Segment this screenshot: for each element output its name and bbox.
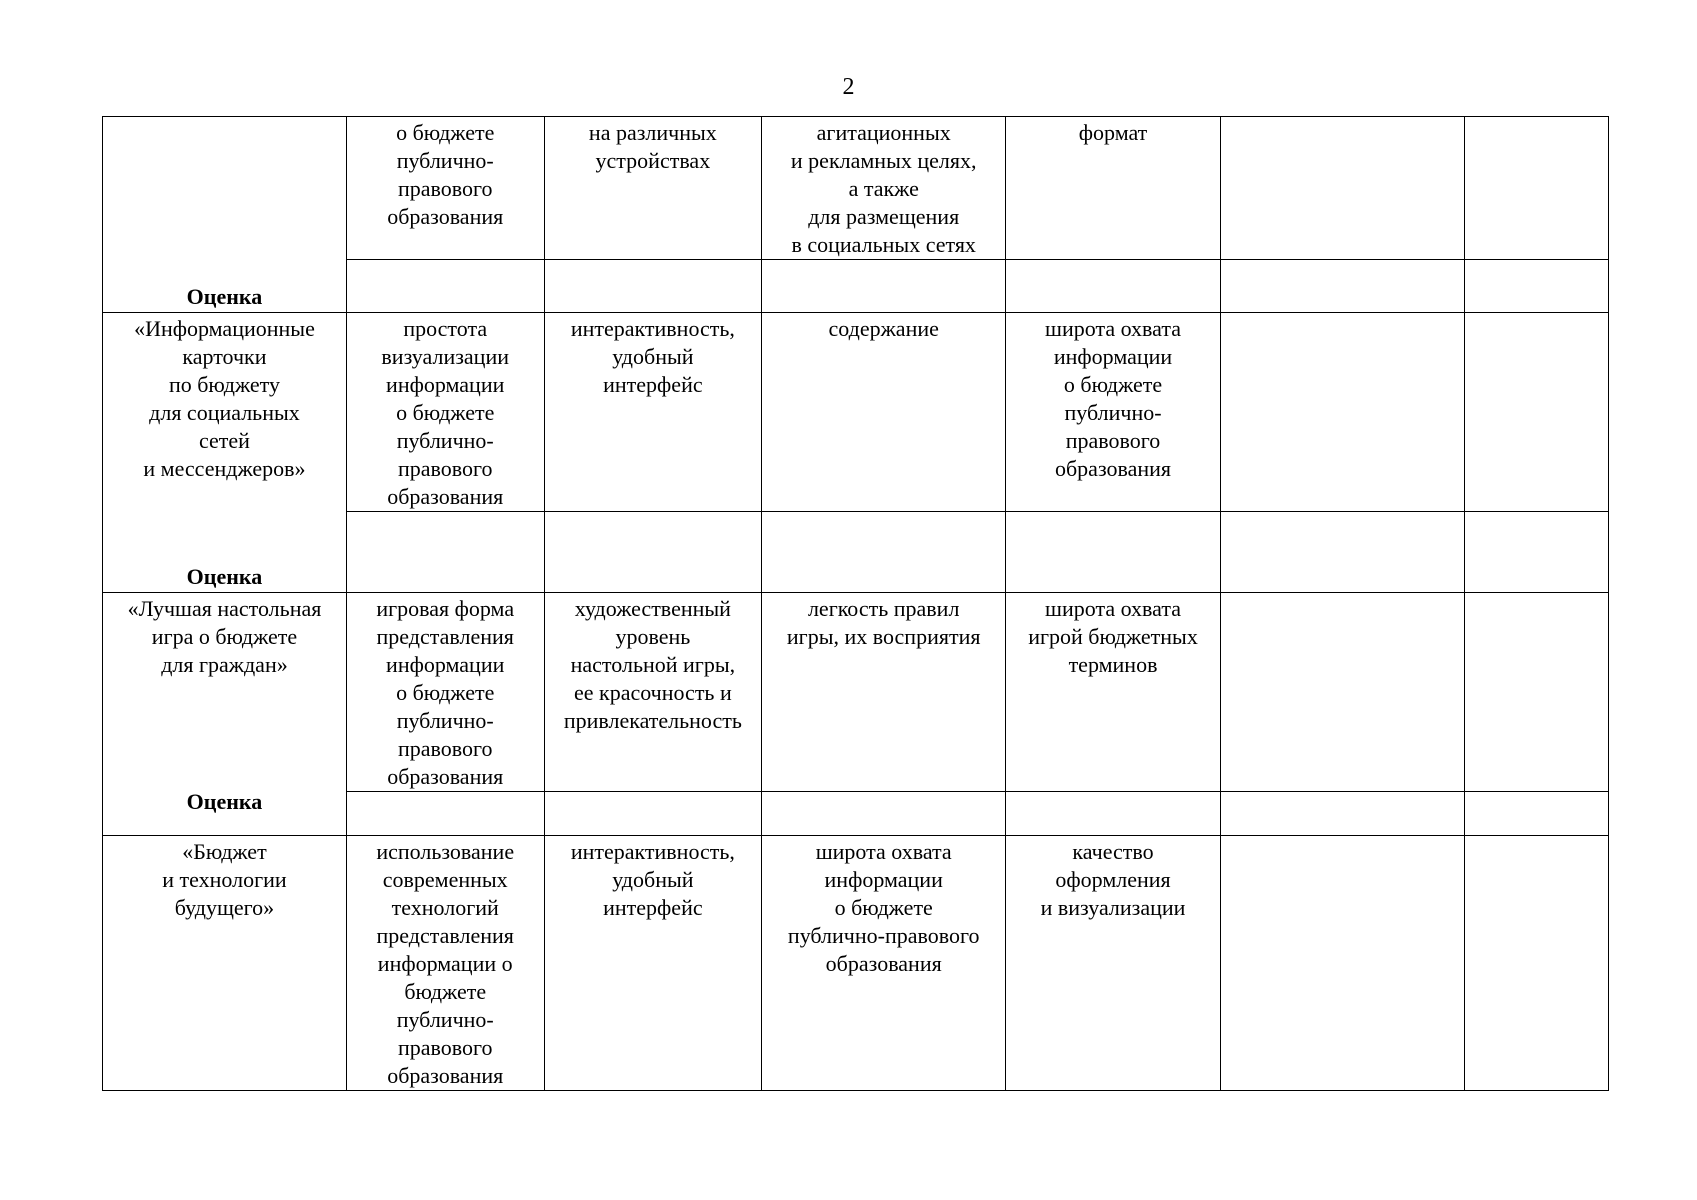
criterion-cell: [1220, 593, 1464, 792]
criterion-cell: широта охвата игрой бюджетных терминов: [1006, 593, 1221, 792]
criterion-cell: игровая форма представления информации о бюджете публично- правового образования: [346, 593, 544, 792]
score-cell[interactable]: [346, 512, 544, 593]
criterion-cell: простота визуализации информации о бюджете публично- правового образования: [346, 313, 544, 512]
score-cell[interactable]: [346, 792, 544, 836]
score-cell[interactable]: [1464, 792, 1608, 836]
criterion-cell: [1464, 593, 1608, 792]
criteria-table: [102, 116, 1609, 1091]
nomination-title: «Лучшая настольная игра о бюджете для граждан»: [127, 596, 322, 677]
criterion-cell: интерактивность, удобный интерфейс: [544, 313, 762, 512]
nomination-cell: [103, 836, 347, 1091]
score-cell[interactable]: [1220, 792, 1464, 836]
score-cell[interactable]: [346, 260, 544, 313]
criterion-cell: художественный уровень настольной игры, ее красочность и привлекательность: [544, 593, 762, 792]
criterion-cell: интерактивность, удобный интерфейс: [544, 836, 762, 1091]
criterion-cell: [1464, 313, 1608, 512]
page-number: 2: [842, 74, 855, 100]
criterion-cell: агитационных и рекламных целях, а также для размещения в социальных сетях: [762, 117, 1006, 260]
criterion-cell: использование современных технологий представления информации о бюджете публично- правового образования: [346, 836, 544, 1091]
score-cell[interactable]: [1006, 512, 1221, 593]
table-row: [103, 836, 1609, 1091]
nomination-cell: [103, 313, 347, 593]
score-cell[interactable]: [1464, 512, 1608, 593]
criterion-cell: качество оформления и визуализации: [1006, 836, 1221, 1091]
criterion-cell: широта охвата информации о бюджете публично-правового образования: [762, 836, 1006, 1091]
score-cell[interactable]: [1006, 792, 1221, 836]
criterion-cell: легкость правил игры, их восприятия: [762, 593, 1006, 792]
criterion-cell: [1464, 836, 1608, 1091]
nomination-cell: [103, 117, 347, 313]
score-cell[interactable]: [1220, 260, 1464, 313]
score-cell[interactable]: [762, 512, 1006, 593]
score-cell[interactable]: [1220, 512, 1464, 593]
criterion-cell: о бюджете публично- правового образования: [346, 117, 544, 260]
criterion-cell: на различных устройствах: [544, 117, 762, 260]
criterion-cell: [1220, 117, 1464, 260]
criterion-cell: формат: [1006, 117, 1221, 260]
table-row: [103, 313, 1609, 512]
score-cell[interactable]: [544, 260, 762, 313]
table-row: [103, 593, 1609, 792]
score-label: Оценка: [186, 564, 263, 589]
score-label: Оценка: [186, 789, 263, 814]
score-cell[interactable]: [1464, 260, 1608, 313]
score-cell[interactable]: [544, 512, 762, 593]
score-cell[interactable]: [544, 792, 762, 836]
score-cell[interactable]: [762, 792, 1006, 836]
score-cell[interactable]: [1006, 260, 1221, 313]
nomination-title: «Бюджет и технологии будущего»: [162, 839, 287, 920]
nomination-title: «Информационные карточки по бюджету для социальных сетей и мессенджеров»: [134, 316, 315, 481]
table-row: [103, 117, 1609, 260]
score-label-block: [107, 535, 342, 593]
score-label: Оценка: [186, 284, 263, 309]
criterion-cell: [1220, 313, 1464, 512]
score-label-block: [107, 760, 342, 836]
criterion-cell: широта охвата информации о бюджете публично- правового образования: [1006, 313, 1221, 512]
criterion-cell: содержание: [762, 313, 1006, 512]
criterion-cell: [1464, 117, 1608, 260]
nomination-cell: [103, 593, 347, 836]
score-label-block: [107, 255, 342, 313]
score-cell[interactable]: [762, 260, 1006, 313]
criterion-cell: [1220, 836, 1464, 1091]
